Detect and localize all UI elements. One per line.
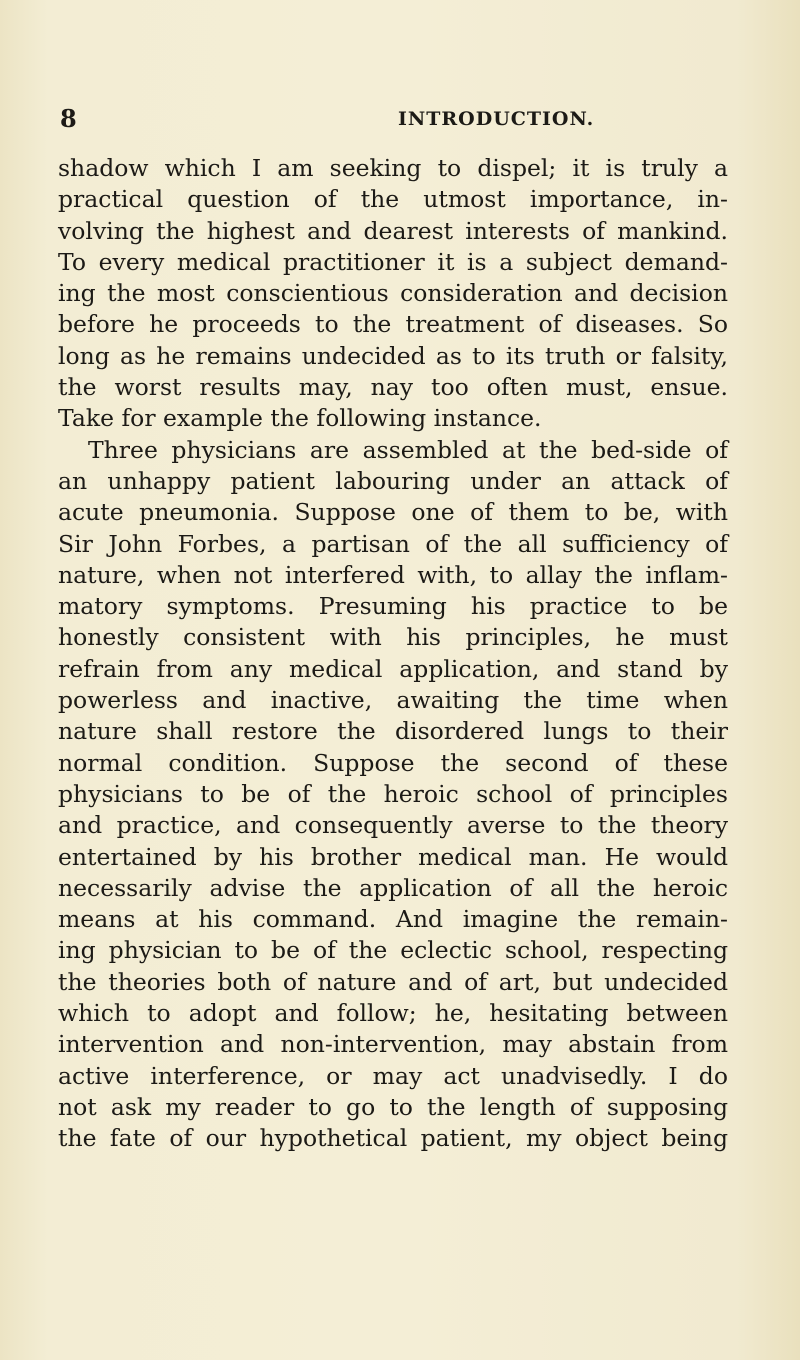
text-line: physicians to be of the heroic school of principles — [58, 779, 728, 808]
text-line: before he proceeds to the treatment of diseases. So — [58, 310, 728, 339]
text-line: the fate of our hypothetical patient, my object being — [58, 1124, 728, 1153]
page-number: 8 — [60, 104, 77, 133]
text-line: honestly consistent with his principles, he must — [58, 623, 728, 652]
text-line: ing the most conscientious consideration and decision — [58, 279, 728, 308]
text-line: refrain from any medical application, and stand by — [58, 654, 728, 683]
text-line: active interference, or may act unadvisedly. I do — [58, 1061, 728, 1090]
text-line: acute pneumonia. Suppose one of them to be, with — [58, 498, 728, 527]
running-head — [60, 104, 760, 138]
text-line: not ask my reader to go to the length of supposing — [58, 1092, 728, 1121]
text-line: and practice, and consequently averse to the theory — [58, 811, 728, 840]
text-line: entertained by his brother medical man. He would — [58, 842, 728, 871]
text-line: nature shall restore the disordered lungs to their — [58, 717, 728, 746]
text-line: an unhappy patient labouring under an attack of — [58, 466, 728, 495]
text-line: ing physician to be of the eclectic school, respecting — [58, 936, 728, 965]
text-line: intervention and non-intervention, may abstain from — [58, 1030, 728, 1059]
text-line: Sir John Forbes, a partisan of the all sufficiency of — [58, 529, 728, 558]
text-line: practical question of the utmost importance, in- — [58, 185, 728, 214]
chapter-title: INTRODUCTION. — [398, 108, 595, 130]
text-line: means at his command. And imagine the remain- — [58, 905, 728, 934]
text-line: the theories both of nature and of art, but undecided — [58, 967, 728, 996]
text-line: matory symptoms. Presuming his practice to be — [58, 592, 728, 621]
text-line: long as he remains undecided as to its truth or falsity, — [58, 341, 728, 370]
text-line: To every medical practitioner it is a subject demand- — [58, 247, 728, 276]
text-line: necessarily advise the application of all the heroic — [58, 873, 728, 902]
text-line: nature, when not interfered with, to allay the inflam- — [58, 560, 728, 589]
text-line: shadow which I am seeking to dispel; it is truly a — [58, 154, 728, 182]
text-line: which to adopt and follow; he, hesitating between — [58, 999, 728, 1028]
text-line: Take for example the following instance. — [58, 404, 542, 433]
text-line: the worst results may, nay too often must, ensue. — [58, 373, 728, 402]
text-line: normal condition. Suppose the second of these — [58, 748, 728, 777]
text-line: Three physicians are assembled at the bed-side of — [88, 435, 728, 464]
body-text — [58, 153, 728, 1155]
text-line: powerless and inactive, awaiting the time when — [58, 686, 728, 715]
text-line: volving the highest and dearest interests of mankind. — [58, 216, 728, 245]
